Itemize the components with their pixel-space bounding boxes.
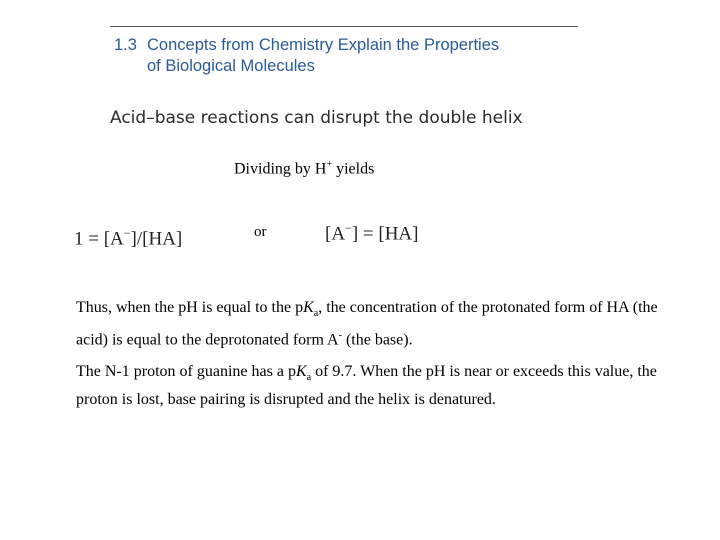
section-number: 1.3 xyxy=(114,36,137,54)
p2-text-a: The N-1 proton of guanine has a p xyxy=(76,363,296,380)
dividing-text: Dividing by H xyxy=(234,160,327,178)
section-heading xyxy=(114,35,584,77)
equation-ratio-end: ]/[HA] xyxy=(130,228,183,250)
equation-equality-start: [A xyxy=(325,223,346,245)
paragraph-pka-equal xyxy=(76,297,676,352)
subheading: Acid–base reactions can disrupt the double helix xyxy=(110,108,523,128)
paragraph-guanine xyxy=(76,361,676,411)
section-title-line2: of Biological Molecules xyxy=(147,57,315,75)
p2-k: K xyxy=(295,363,307,380)
equation-equality-end: ] = [HA] xyxy=(351,223,419,245)
p1-text-c: (the base). xyxy=(341,331,413,349)
equation-ratio xyxy=(74,221,182,251)
equation-or: or xyxy=(254,224,267,240)
top-rule xyxy=(110,26,578,27)
dividing-text-end: yields xyxy=(332,160,375,178)
equation-ratio-start: 1 = [A xyxy=(74,228,124,250)
equation-ratio-charge: − xyxy=(123,226,131,240)
dividing-superscript: + xyxy=(326,159,333,170)
p2-k-sub: a xyxy=(306,372,312,384)
p1-k: K xyxy=(303,299,314,316)
p1-text-a: Thus, when the pH is equal to the p xyxy=(76,299,304,316)
p1-k-sub: a xyxy=(313,308,319,320)
p1-charge: - xyxy=(338,330,342,342)
section-title-line1: Concepts from Chemistry Explain the Properties xyxy=(147,36,500,54)
p2-text-b: of 9.7. When the pH is near or exceeds this value, the proton is lost, base pairing is disrupted and the helix is denatured. xyxy=(76,363,657,409)
dividing-line xyxy=(234,155,374,179)
p1-text-b: , the concentration of the protonated form of HA (the acid) is equal to the deprotonated form A xyxy=(76,299,658,349)
equation-equality xyxy=(325,216,418,246)
equation-equality-charge: − xyxy=(345,221,352,235)
